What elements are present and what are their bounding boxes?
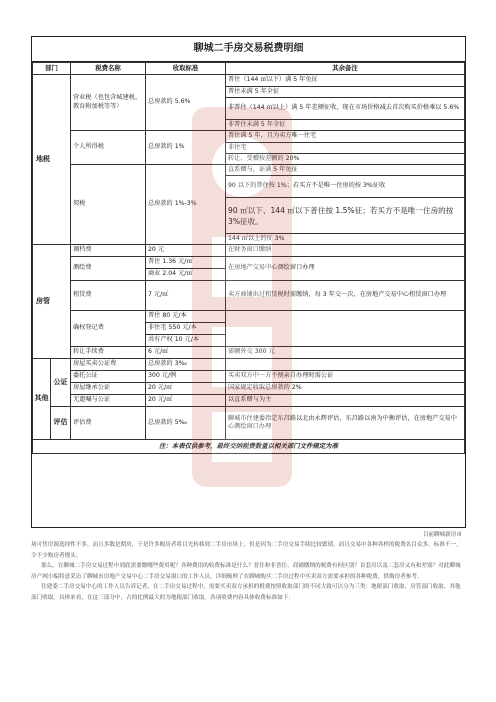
fee-standard: 普住 80 元/本	[146, 311, 226, 323]
fee-name: 营业税（也包含城建税、教育附加税等等）	[71, 75, 146, 131]
fee-standard: 总房款的 1%	[146, 131, 226, 165]
fee-standard: 20 元	[146, 245, 226, 257]
fee-note: 非住宅	[226, 143, 465, 154]
header-standard: 收取标准	[146, 63, 226, 75]
fee-note: 聊城市住建委指定东昌路以北由永辉评估，东昌路以南为中衡评估，在房地产交易中心测绘窗口办理	[226, 407, 465, 440]
fee-standard: 总房款的 5.6%	[146, 75, 226, 131]
fee-note: 90 以下的普住按 1%；若买方不是唯一住房的按 3%征收	[226, 176, 465, 198]
fee-note: 需额外交 300 元	[226, 347, 465, 359]
fee-note: 直系赠与，证满 5 年免征	[226, 165, 465, 176]
article-paragraph: 场可售房源选择性不多，而且多数是期房，于是许多购房者将目光转移到二手房市场上。但是因为二手房交易手续比较繁琐，而且交易中各种各样的税费名目众多、标准不一，令不少购房者烧头。	[31, 542, 462, 559]
fee-note: 国家规定收取总房款的 2%	[226, 383, 465, 395]
fee-table-sheet	[31, 36, 466, 528]
fee-name: 转让手续费	[71, 347, 146, 359]
table-row	[33, 395, 465, 407]
table-row	[33, 281, 465, 311]
fee-note: 90 ㎡以下、144 ㎡以下普住按 1.5%征；若买方不是唯一住房的按 3%征收。	[226, 198, 465, 234]
fee-standard: 20 元/㎡	[146, 395, 226, 407]
fee-note: 非普住（144 ㎡以上）满 5 年差额征收，现在市场价格减去首次购买价格乘以 5.6%	[226, 98, 465, 120]
header-dept: 部门	[33, 63, 71, 75]
fee-name: 租赁费	[71, 281, 146, 311]
fee-name: 确权登记费	[71, 311, 146, 347]
fee-standard: 6 元/㎡	[146, 347, 226, 359]
header-notes: 其余备注	[226, 63, 465, 75]
fee-name: 个人所得税	[71, 131, 146, 165]
table-row	[33, 371, 465, 383]
fee-standard: 总房款的 1%-3%	[146, 165, 226, 245]
table-row	[33, 257, 465, 269]
footnote: 注：本表仅供参考，最终交纳税费数量以相关部门文件规定为准	[33, 440, 465, 454]
article-body	[31, 530, 466, 603]
fee-standard: 共有产权 10 元/本	[146, 335, 226, 347]
fee-name: 无遗嘱与公证	[71, 395, 146, 407]
table-row	[33, 383, 465, 395]
table-row	[33, 131, 465, 143]
page-title: 聊城二手房交易税费明细	[32, 37, 465, 62]
dept-qita: 其他	[33, 359, 51, 440]
fee-note: 卖方商铺出过租赁税时需缴纳，每 3 年交一次，在房地产交易中心租赁窗口办理	[226, 281, 465, 311]
fee-name: 委托公证	[71, 371, 146, 383]
table-header-row	[33, 63, 465, 75]
fee-table	[32, 62, 465, 359]
table-row	[33, 407, 465, 440]
table-row	[33, 165, 465, 176]
fee-note: 普住（144 ㎡以下）满 5 年免征	[226, 75, 465, 87]
fee-name: 契税	[71, 165, 146, 245]
fee-note: 普住满 5 年，且为卖方唯一住宅	[226, 131, 465, 143]
fee-name: 测绘费	[71, 257, 146, 281]
fee-note	[226, 359, 465, 371]
fee-note: 144 ㎡以上的征 3%	[226, 234, 465, 245]
table-row	[33, 75, 465, 87]
fee-standard: 普住 1.36 元/㎡	[146, 257, 226, 269]
header-fee-name: 税费名称	[71, 63, 146, 75]
fee-standard: 商业 2.04 元/㎡	[146, 269, 226, 281]
fee-standard: 300 元/例	[146, 371, 226, 383]
fee-note: 在房地产交易中心测绘窗口办理	[226, 257, 465, 281]
fee-standard: 7 元/㎡	[146, 281, 226, 311]
fee-name: 房屋买卖公证费	[71, 359, 146, 371]
other-fee-table	[32, 358, 465, 454]
fee-note: 普住未满 5 年全征	[226, 87, 465, 98]
fee-name: 房屋继承公证	[71, 383, 146, 395]
table-row	[33, 359, 465, 371]
fee-standard: 总房款的 5‰	[146, 407, 226, 440]
footnote-row	[33, 440, 465, 454]
table-row	[33, 311, 465, 323]
article-paragraph: 住建委二手房交易中心的工作人员告诉记者，在二手房交易过程中，需要买卖双方承担的税费按照收取部门的不同大致可以分为三类：地税部门收取、房管部门收取、其他部门收取。具体来看，在这三部分中，占的比例最大的为地税部门收取。各项收费内容具体收费标准如下：	[31, 584, 461, 601]
article-lead: 目前聊城新房市	[422, 532, 462, 538]
fee-standard: 非住宅 550 元/本	[146, 323, 226, 335]
fee-note: 转让、受赠按差额的 20%	[226, 154, 465, 165]
group-pinggu: 评估	[51, 407, 71, 440]
table-row	[33, 347, 465, 359]
dept-dishui: 地税	[33, 75, 71, 245]
fee-name: 调档费	[71, 245, 146, 257]
table-row	[33, 245, 465, 257]
fee-note	[226, 311, 465, 347]
fee-standard: 总房款的 3‰	[146, 359, 226, 371]
fee-note: 在财务窗口缴纳	[226, 245, 465, 257]
fee-note: 买卖双方中一方不便亲自办理时需公证	[226, 371, 465, 383]
group-gongzheng: 公证	[51, 359, 71, 407]
fee-name: 评估费	[71, 407, 146, 440]
fee-standard: 20 元/㎡	[146, 383, 226, 395]
dept-fangguan: 房管	[33, 245, 71, 359]
fee-note: 非普住未满 5 年全征	[226, 120, 465, 131]
article-paragraph: 那么，在聊城二手房交易过程中到底需要缴哪些费用呢？各种费用的收费标准是什么？普住和非普住、商铺缴纳的税费有何区别？首套房以及二套房又有和差别？对此聊城房产网小编特意采访了聊城市房地产交易中心二手房交易窗口的工作人员，详细梳理了在聊城购买二手房过程中买卖双方需要承担的各种税费，供购房者参考。	[31, 563, 461, 580]
fee-note: 以直系赠与为主	[226, 395, 465, 407]
